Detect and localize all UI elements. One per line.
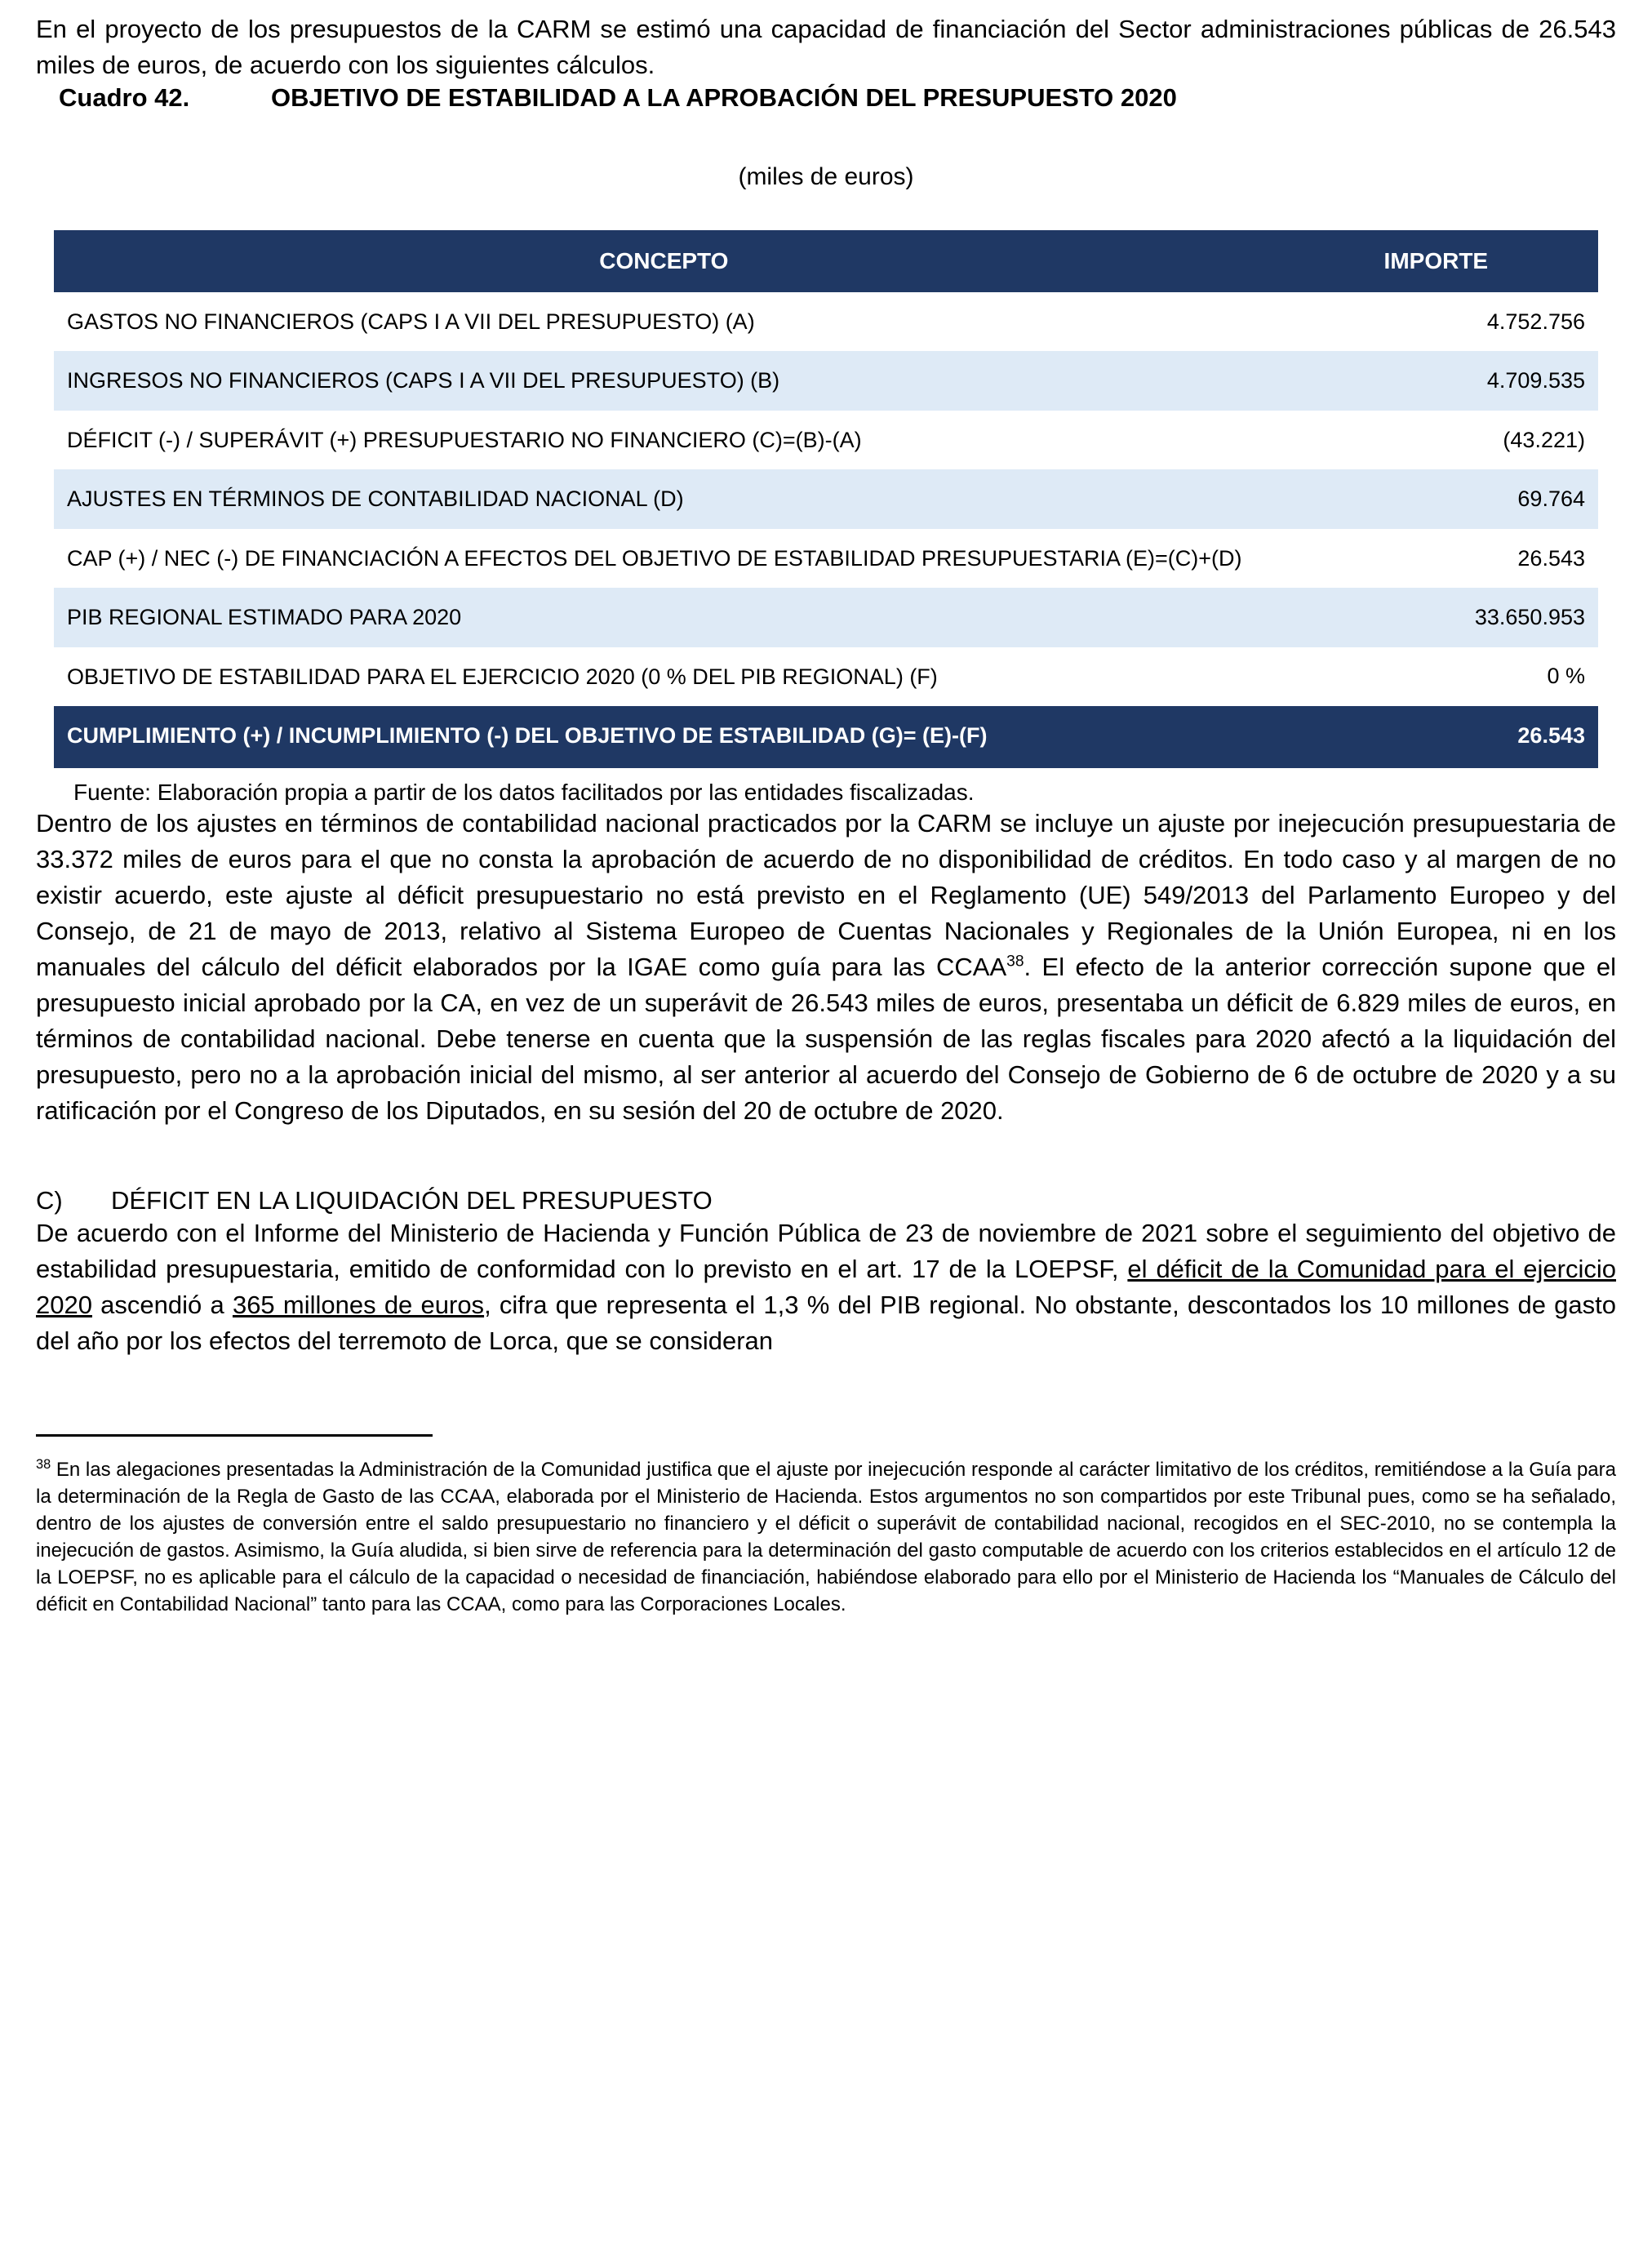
- concepto-cell: CUMPLIMIENTO (+) / INCUMPLIMIENTO (-) DEL OBJETIVO DE ESTABILIDAD (G)= (E)-(F): [67, 723, 988, 749]
- underline-deficit-comunidad-2020: el déficit de la Comunidad para el ejercicio 2020: [36, 1254, 1616, 1319]
- footnote-38: [36, 1456, 1616, 1619]
- table-row: [54, 292, 1598, 351]
- footnote-ref-38: 38: [1006, 953, 1024, 971]
- analysis-text-part1: Dentro de los ajustes en términos de contabilidad nacional practicados por la CARM se incluye un ajuste por inejecución presupuestaria de 33.372 miles de euros para el que no consta la aprobación de acuerdo de no disponibilidad de créditos. En todo caso y al margen de no existir acuerdo, este ajuste al déficit presupuestario no está previsto en el Reglamento (UE) 549/2013 del Parlamento Europeo y del Consejo, de 21 de mayo de 2013, relativo al Sistema Europeo de Cuentas Nacionales y Regionales de la Unión Europea, ni en los manuales del cálculo del déficit elaborados por la IGAE como guía para las CCAA: [36, 808, 1616, 981]
- table-header-concepto: CONCEPTO: [54, 230, 1274, 292]
- importe-cell: 4.709.535: [1486, 368, 1585, 393]
- concepto-cell: AJUSTES EN TÉRMINOS DE CONTABILIDAD NACIONAL (D): [67, 487, 684, 512]
- analysis-text-part2: . El efecto de la anterior corrección supone que el presupuesto inicial aprobado por la CA, en vez de un superávit de 26.543 miles de euros, presentaba un déficit de 6.829 miles de euros, en términos de contabilidad nacional. Debe tenerse en cuenta que la suspensión de las reglas fiscales para 2020 afectó a la liquidación del presupuesto, pero no a la aprobación inicial del mismo, al ser anterior al acuerdo del Consejo de Gobierno de 6 de octubre de 2020 y a su ratificación por el Congreso de los Diputados, en su sesión del 20 de octubre de 2020.: [36, 952, 1616, 1125]
- concepto-cell: PIB REGIONAL ESTIMADO PARA 2020: [67, 605, 462, 630]
- importe-cell: 4.752.756: [1486, 309, 1585, 334]
- source-note: Fuente: Elaboración propia a partir de los datos facilitados por las entidades fiscalizadas.: [73, 779, 975, 805]
- stability-table-wrap: [54, 230, 1598, 768]
- importe-cell: 26.543: [1517, 722, 1585, 748]
- section-heading-label: C): [36, 1185, 63, 1215]
- footnote-separator: [36, 1434, 433, 1437]
- underline-365-millones: 365 millones de euros: [232, 1290, 485, 1319]
- analysis-paragraph: [36, 806, 1616, 1129]
- concepto-cell: OBJETIVO DE ESTABILIDAD PARA EL EJERCICIO 2020 (0 % DEL PIB REGIONAL) (F): [67, 664, 938, 689]
- section-heading: [36, 1186, 1616, 1215]
- footnote-number: 38: [36, 1456, 51, 1472]
- importe-cell: (43.221): [1503, 427, 1585, 452]
- table-caption-title: OBJETIVO DE ESTABILIDAD A LA APROBACIÓN DEL PRESUPUESTO 2020: [271, 83, 1177, 113]
- deficit-text-part2: ascendió a: [91, 1290, 233, 1319]
- table-header-importe: IMPORTE: [1274, 230, 1598, 292]
- table-caption: [59, 83, 1616, 113]
- stability-table: [54, 230, 1598, 768]
- importe-cell: 33.650.953: [1474, 604, 1585, 629]
- table-row: [54, 469, 1598, 528]
- table-row: [54, 351, 1598, 410]
- deficit-text-part3: , cifra que representa el 1,3 % del PIB regional. No obstante, descontados los 10 millones de gasto del año por los efectos del terremoto de Lorca, que se consideran: [36, 1290, 1616, 1355]
- table-row: [54, 588, 1598, 646]
- table-row: [54, 529, 1598, 588]
- concepto-cell: DÉFICIT (-) / SUPERÁVIT (+) PRESUPUESTARIO NO FINANCIERO (C)=(B)-(A): [67, 427, 862, 452]
- table-subtitle: (miles de euros): [738, 163, 914, 191]
- concepto-cell: GASTOS NO FINANCIEROS (CAPS I A VII DEL PRESUPUESTO) (A): [67, 309, 755, 335]
- importe-cell: 69.764: [1517, 487, 1585, 512]
- table-row: [54, 411, 1598, 469]
- table-header-row: [54, 230, 1598, 292]
- footnote-text: En las alegaciones presentadas la Administración de la Comunidad justifica que el ajuste por inejecución responde al carácter limitativo de los créditos, remitiéndose a la Guía para la determinación de la Regla de Gasto de las CCAA, elaborada por el Ministerio de Hacienda. Estos argumentos no son compartidos por este Tribunal pues, como se ha señalado, dentro de los ajustes de conversión entre el saldo presupuestario no financiero y el déficit o superávit de contabilidad nacional, recogidos en el SEC-2010, no se contempla la inejecución de gastos. Asimismo, la Guía aludida, si bien sirve de referencia para la determinación del gasto computable de acuerdo con los criterios establecidos en el artículo 12 de la LOEPSF, no es aplicable para el cálculo de la capacidad o necesidad de financiación, habiéndose elaborado para ello por el Ministerio de Hacienda los “Manuales de Cálculo del déficit en Contabilidad Nacional” tanto para las CCAA, como para las Corporaciones Locales.: [36, 1458, 1616, 1616]
- section-heading-title: DÉFICIT EN LA LIQUIDACIÓN DEL PRESUPUESTO: [111, 1185, 713, 1215]
- importe-cell: 0 %: [1547, 664, 1585, 689]
- concepto-cell: CAP (+) / NEC (-) DE FINANCIACIÓN A EFECTOS DEL OBJETIVO DE ESTABILIDAD PRESUPUESTARIA (E)=(C)+(D): [67, 545, 1242, 571]
- deficit-text-part1: De acuerdo con el Informe del Ministerio de Hacienda y Función Pública de 23 de noviembre de 2021 sobre el seguimiento del objetivo de estabilidad presupuestaria, emitido de conformidad con lo previsto en el art. 17 de la LOEPSF,: [36, 1218, 1616, 1283]
- deficit-paragraph: [36, 1215, 1616, 1359]
- table-row: [54, 647, 1598, 706]
- concepto-cell: INGRESOS NO FINANCIEROS (CAPS I A VII DEL PRESUPUESTO) (B): [67, 368, 780, 393]
- table-total-row: [54, 706, 1598, 766]
- intro-paragraph: En el proyecto de los presupuestos de la CARM se estimó una capacidad de financiación del Sector administraciones públicas de 26.543 miles de euros, de acuerdo con los siguientes cálculos.: [36, 15, 1616, 80]
- table-caption-label: Cuadro 42.: [59, 83, 190, 113]
- importe-cell: 26.543: [1517, 545, 1585, 571]
